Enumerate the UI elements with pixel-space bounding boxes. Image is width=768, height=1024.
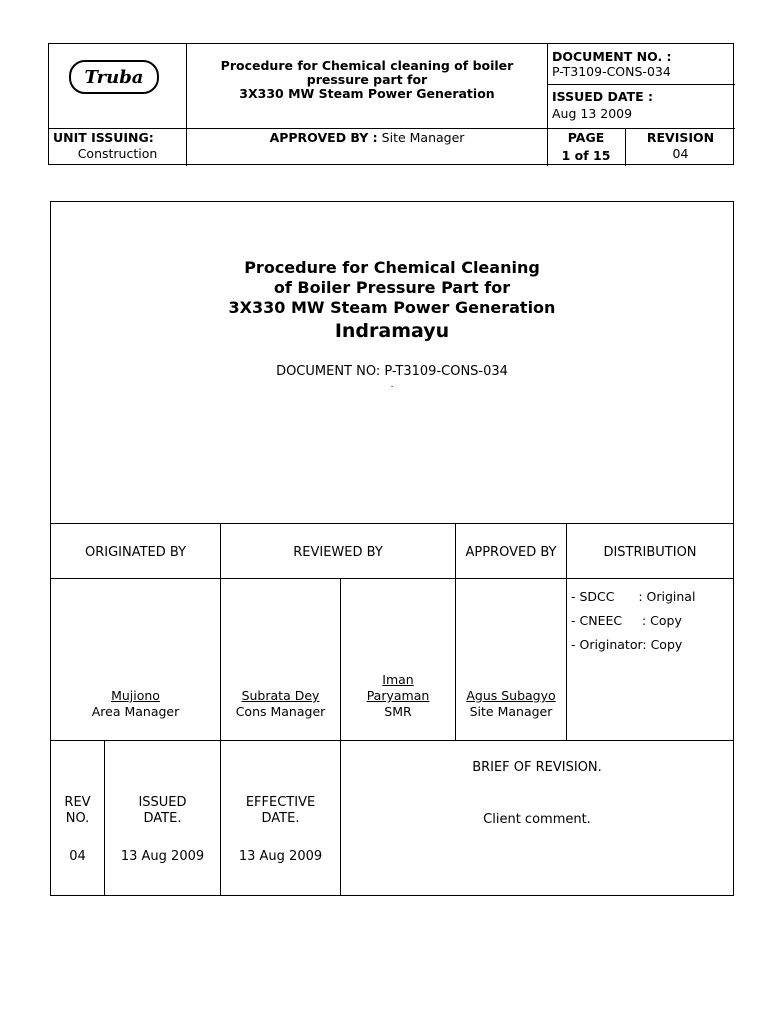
company-logo: Truba	[69, 60, 159, 94]
sig-top-line	[51, 523, 733, 524]
header-row-divider	[49, 128, 735, 129]
approved-by-header: APPROVED BY : Site Manager	[269, 130, 465, 145]
revision-top-line	[51, 740, 733, 741]
unit-issuing-value: Construction	[77, 146, 158, 161]
cover-document-no: DOCUMENT NO: P-T3109-CONS-034	[276, 364, 508, 379]
brief-of-revision-header: BRIEF OF REVISION.	[472, 760, 602, 775]
originated-by-header: ORIGINATED BY	[84, 545, 187, 560]
rev-no-value: 04	[69, 849, 86, 864]
col-line-2	[340, 578, 341, 895]
reviewer-1-signature: Subrata Dey Cons Manager	[235, 688, 326, 719]
doc-no-value: P-T3109-CONS-034	[552, 64, 671, 79]
cover-page-box	[50, 201, 734, 896]
cover-dot: .	[390, 380, 394, 390]
distribution-item: - SDCC : Original	[571, 589, 696, 604]
brief-of-revision-text: Client comment.	[483, 812, 591, 827]
document-header-table	[48, 43, 734, 165]
issued-date-value: Aug 13 2009	[552, 106, 633, 121]
effective-date-header: EFFECTIVE DATE.	[245, 795, 316, 826]
header-docno-divider	[547, 84, 735, 85]
cover-location: Indramayu	[334, 320, 450, 342]
sig-header-line	[51, 578, 733, 579]
doc-no-label: DOCUMENT NO. :	[552, 49, 672, 64]
distribution-item: - Originator: Copy	[571, 637, 683, 652]
issued-date-value: 13 Aug 2009	[120, 849, 205, 864]
cover-title-line-2: of Boiler Pressure Part for	[273, 278, 511, 297]
issued-date-header: ISSUED DATE.	[138, 795, 187, 826]
revision-value: 04	[672, 146, 689, 161]
originator-signature: Mujiono Area Manager	[91, 688, 180, 719]
distribution-item: - CNEEC : Copy	[571, 613, 682, 628]
reviewed-by-header: REVIEWED BY	[293, 545, 383, 560]
header-col-divider-2	[547, 44, 548, 166]
header-title: Procedure for Chemical cleaning of boiler pressure part for 3X330 MW Steam Power Generation	[220, 58, 514, 101]
effective-date-value: 13 Aug 2009	[238, 849, 323, 864]
header-col-divider-1	[186, 44, 187, 166]
unit-issuing-label: UNIT ISSUING:	[53, 130, 154, 145]
page-label: PAGE	[567, 130, 605, 145]
distribution-header: DISTRIBUTION	[603, 545, 697, 560]
approved-by-header: APPROVED BY	[465, 545, 557, 560]
reviewer-2-signature: Iman Paryaman SMR	[366, 672, 430, 719]
revision-label: REVISION	[646, 130, 715, 145]
distribution-list	[571, 585, 695, 657]
page-value: 1 of 15	[561, 148, 611, 163]
cover-title-line-1: Procedure for Chemical Cleaning	[244, 258, 540, 277]
cover-title-line-3: 3X330 MW Steam Power Generation	[228, 298, 556, 317]
rev-no-header: REV NO.	[64, 795, 91, 826]
approver-signature: Agus Subagyo Site Manager	[466, 688, 556, 719]
issued-date-label: ISSUED DATE :	[552, 89, 654, 104]
